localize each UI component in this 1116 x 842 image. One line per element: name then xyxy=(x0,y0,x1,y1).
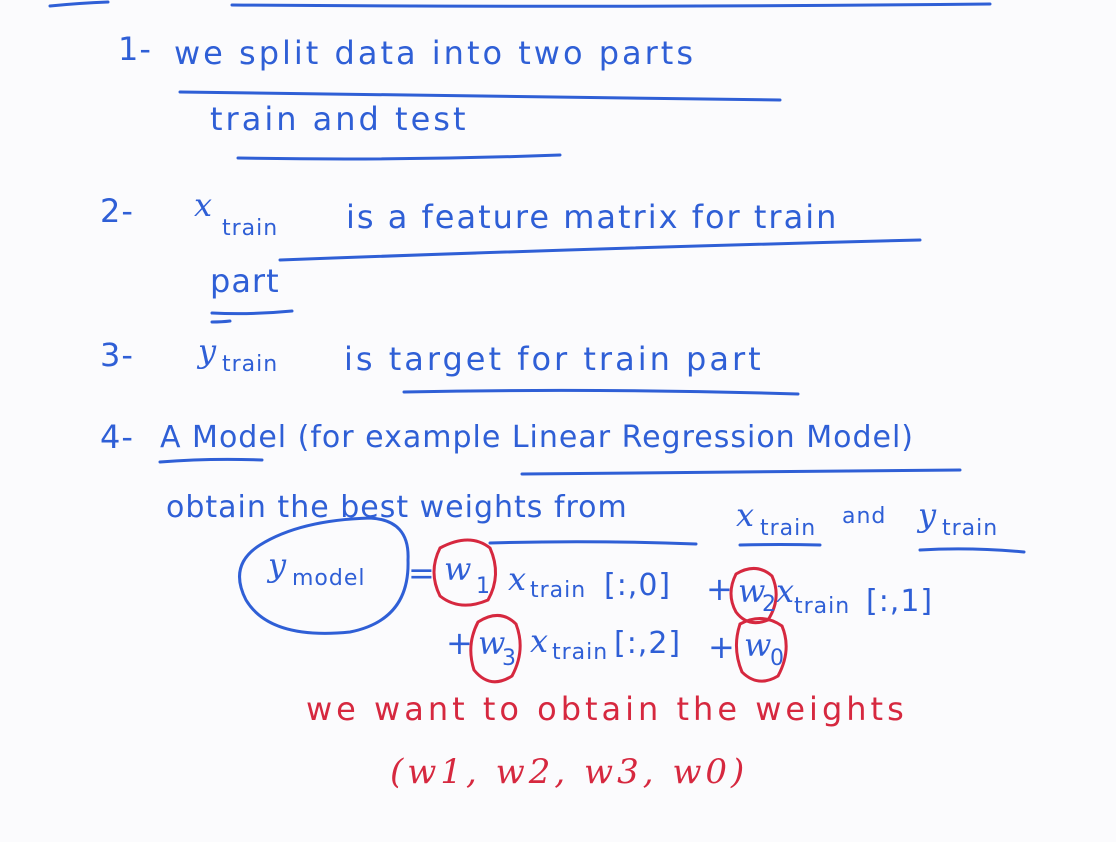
underline-item2-a xyxy=(280,240,920,260)
underline-item1-a xyxy=(180,92,780,100)
item2-rest: is a feature matrix for train xyxy=(346,198,839,236)
eq-term1-index: [:,0] xyxy=(604,568,672,603)
underline-item4-a xyxy=(160,459,262,462)
item3-y: y xyxy=(198,332,218,370)
item2-x: x xyxy=(194,186,214,224)
underline-item4-e xyxy=(920,549,1024,552)
underline-item4-b xyxy=(522,470,960,474)
item1-line1: we split data into two parts xyxy=(174,34,696,72)
item4-line1: A Model (for example Linear Regression Model) xyxy=(160,420,914,455)
eq-w1: w xyxy=(444,550,473,588)
eq-w2-subscript: 2 xyxy=(762,592,777,617)
item3-number: 3- xyxy=(100,336,134,374)
eq-w0-subscript: 0 xyxy=(770,646,785,671)
item4-number: 4- xyxy=(100,418,134,456)
eq-w1-subscript: 1 xyxy=(476,574,491,599)
eq-term2-index: [:,1] xyxy=(866,584,934,619)
item1-number: 1- xyxy=(118,30,152,68)
eq-term2-subscript: train xyxy=(794,594,851,619)
eq-w3: w xyxy=(478,624,507,662)
underline-item3 xyxy=(404,390,798,394)
eq-term2-x: x xyxy=(776,572,796,610)
eq-w0: w xyxy=(744,626,773,664)
underline-item4-d xyxy=(740,545,820,546)
underline-item1-b xyxy=(238,155,560,159)
item2-x-subscript: train xyxy=(222,216,279,241)
item1-line2: train and test xyxy=(210,100,469,138)
item3-rest: is target for train part xyxy=(344,340,764,378)
underline-item2-c xyxy=(212,321,230,322)
top-rule-right xyxy=(232,4,990,6)
eq-term3-index: [:,2] xyxy=(614,626,682,661)
item3-y-subscript: train xyxy=(222,352,279,377)
goal-line1: we want to obtain the weights xyxy=(306,690,908,728)
item4-x: x xyxy=(736,496,756,534)
item4-y-subscript: train xyxy=(942,516,999,541)
item4-and: and xyxy=(842,504,887,529)
eq-lhs-y: y xyxy=(268,546,288,584)
eq-plus2: + xyxy=(446,624,474,662)
eq-lhs-subscript: model xyxy=(292,566,366,591)
underline-item4-c xyxy=(490,542,696,544)
eq-w3-subscript: 3 xyxy=(502,646,517,671)
item2-line2: part xyxy=(210,262,280,300)
item4-x-subscript: train xyxy=(760,516,817,541)
item2-number: 2- xyxy=(100,192,134,230)
eq-plus1: + xyxy=(706,570,734,608)
underline-item2-b xyxy=(212,311,292,314)
eq-plus3: + xyxy=(708,628,736,666)
eq-term1-subscript: train xyxy=(530,578,587,603)
eq-term3-subscript: train xyxy=(552,640,609,665)
eq-w2: w xyxy=(738,572,767,610)
item4-line2: obtain the best weights from xyxy=(166,490,628,525)
goal-line2: (w1, w2, w3, w0) xyxy=(390,752,749,792)
eq-term3-x: x xyxy=(530,622,550,660)
eq-term1-x: x xyxy=(508,560,528,598)
top-rule-left xyxy=(50,2,108,6)
eq-equals: = xyxy=(408,554,436,592)
item4-y: y xyxy=(918,496,938,534)
